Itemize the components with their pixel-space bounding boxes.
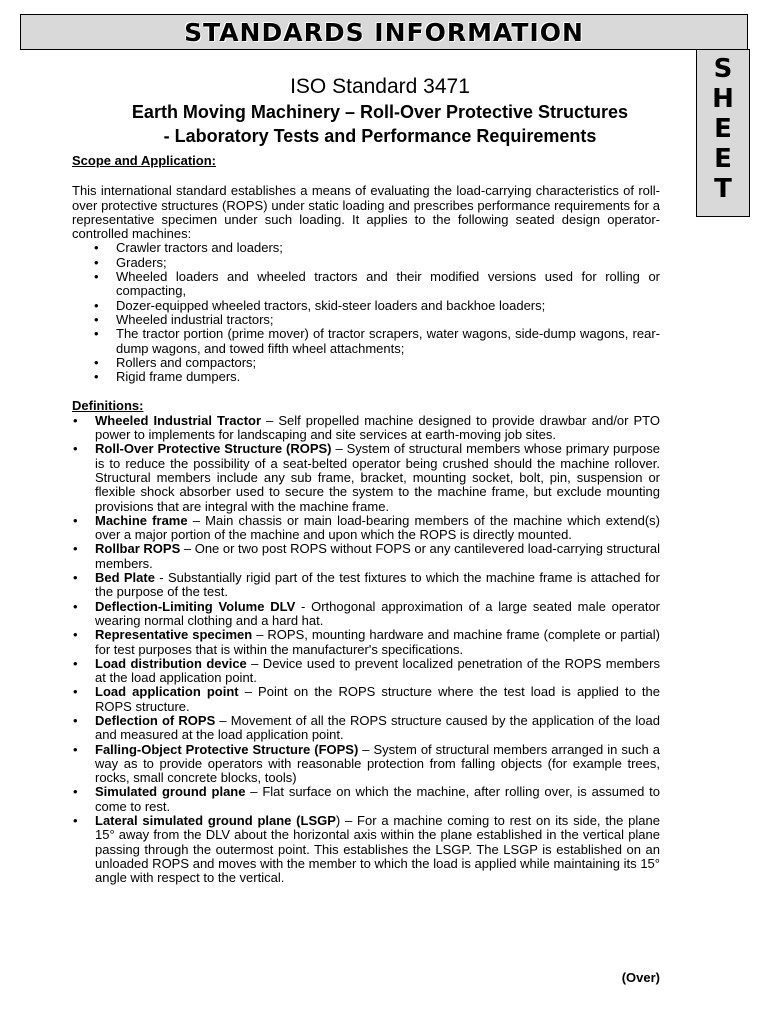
definition-term: Roll-Over Protective Structure (ROPS): [95, 441, 332, 457]
definition-text: ) – For a machine coming to rest on its side, the plane 15° away from the DLV about the horizontal axis within the plane established in the vertical plane passing through the outermost point. This establishes the LSGP. The LSGP is established on an unloaded ROPS and moves with the member to which the load is applied while maintaining its 15° angle with respect to the vertical.: [95, 813, 660, 886]
definition-item: [95, 414, 660, 443]
definition-item: [95, 714, 660, 743]
definition-term: Load application point: [95, 684, 239, 700]
list-item: • Wheeled loaders and wheeled tractors and their modified versions used for rolling or compacting,: [116, 270, 660, 299]
definition-item: [95, 743, 660, 786]
definition-term: Simulated ground plane: [95, 784, 246, 800]
sheet-letter: T: [714, 174, 732, 204]
document-body: [72, 154, 660, 886]
definition-item: [95, 814, 660, 885]
definition-text: – Point on the ROPS structure where the test load is applied to the ROPS structure.: [95, 684, 660, 714]
definition-item: [95, 685, 660, 714]
definition-term: Load distribution device: [95, 655, 247, 671]
definitions-heading: Definitions:: [72, 398, 144, 414]
list-item: • The tractor portion (prime mover) of tractor scrapers, water wagons, side-dump wagons, rear-dump wagons, and towed fifth wheel attachments;: [116, 327, 660, 356]
definition-item: [95, 542, 660, 571]
scope-heading: [72, 154, 660, 168]
definition-text: - Substantially rigid part of the test fixtures to which the machine frame is attached for the purpose of the test.: [95, 570, 660, 600]
scope-intro: This international standard establishes a means of evaluating the load-carrying characteristics of roll-over protective structures (ROPS) under static loading and prescribes performance requirements for a representative specimen under such loading. It applies to the following seated design operator-controlled machines:: [72, 183, 660, 242]
list-item: • Wheeled industrial tractors;: [116, 313, 660, 327]
subtitle-line-1: Earth Moving Machinery – Roll-Over Protective Structures: [131, 102, 629, 122]
definition-term: Machine frame: [95, 512, 188, 528]
definition-term: Deflection of ROPS: [95, 712, 216, 728]
list-item: • Graders;: [116, 256, 660, 270]
definition-item: [95, 657, 660, 686]
sheet-letter: S: [713, 54, 733, 84]
definition-text: – Device used to prevent localized penetration of the ROPS members at the load application point.: [95, 655, 660, 686]
list-item: • Crawler tractors and loaders;: [116, 241, 660, 255]
sheet-letter: H: [712, 84, 734, 114]
definition-term: Bed Plate: [95, 570, 155, 586]
scope-heading-text: Scope and Application: [72, 153, 212, 168]
definitions-section: [72, 399, 660, 885]
definition-text: – Flat surface on which the machine, after rolling over, is assumed to come to rest.: [95, 784, 660, 814]
definition-text: - Orthogonal approximation of a large seated male operator wearing normal clothing and a hard hat.: [95, 598, 661, 628]
definition-term: Deflection-Limiting Volume DLV: [95, 598, 296, 614]
definition-text: – Main chassis or main load-bearing members of the machine which extend(s) over a major portion of the machine and upon which the ROPS is directly mounted.: [95, 512, 660, 543]
definition-text: – Self propelled machine designed to provide drawbar and/or PTO power to implements for landscaping and site services at earth-moving job sites.: [95, 412, 660, 443]
list-item: • Dozer-equipped wheeled tractors, skid-steer loaders and backhoe loaders;: [116, 299, 660, 313]
machine-list: [72, 241, 660, 384]
definition-term: Falling-Object Protective Structure (FOPS): [95, 741, 359, 757]
page-title: STANDARDS INFORMATION: [184, 18, 584, 47]
definition-term: Wheeled Industrial Tractor: [95, 412, 262, 428]
definition-item: [95, 785, 660, 814]
definition-text: – System of structural members arranged in such a way as to provide operators with reasonable protection from falling objects (for example trees, rocks, small concrete blocks, tools): [95, 741, 660, 786]
definition-text: – ROPS, mounting hardware and machine frame (complete or partial) for test purposes that is within the manufacturer's specifications.: [95, 627, 660, 657]
definitions-list: [72, 414, 660, 886]
standard-title: ISO Standard 3471: [290, 75, 470, 98]
definition-text: – System of structural members whose primary purpose is to reduce the possibility of a seat-belted operator being crushed should the machine rollover. Structural members include any sub frame, bracket, mounting socket, bolt, pin, suspension or flexible shock absorber used to secure the system to the machine frame, but exclude mounting provisions that are integral with the machine frame.: [95, 441, 660, 514]
definition-item: [95, 514, 660, 543]
list-item: • Rigid frame dumpers.: [116, 370, 660, 384]
definition-item: [95, 442, 660, 513]
sheet-letter: E: [714, 114, 732, 144]
document-titles: [60, 74, 700, 148]
definition-term: Lateral simulated ground plane (LSGP: [95, 813, 336, 829]
subtitle-line-2: - Laboratory Tests and Performance Requirements: [163, 126, 597, 146]
definition-item: [95, 571, 660, 600]
list-item: • Rollers and compactors;: [116, 356, 660, 370]
definition-item: [95, 628, 660, 657]
definition-text: – Movement of all the ROPS structure caused by the application of the load and measured at the load application point.: [95, 712, 660, 743]
sheet-letter: E: [714, 144, 732, 174]
definition-term: Rollbar ROPS: [95, 541, 181, 557]
definition-item: [95, 600, 660, 629]
header-bar: [20, 14, 748, 50]
definition-text: – One or two post ROPS without FOPS or any cantilevered load-carrying structural members.: [95, 541, 661, 571]
sheet-tab: [696, 49, 750, 217]
scope-heading-colon: :: [211, 153, 216, 168]
over-note: (Over): [621, 970, 660, 985]
definition-term: Representative specimen: [95, 627, 253, 643]
